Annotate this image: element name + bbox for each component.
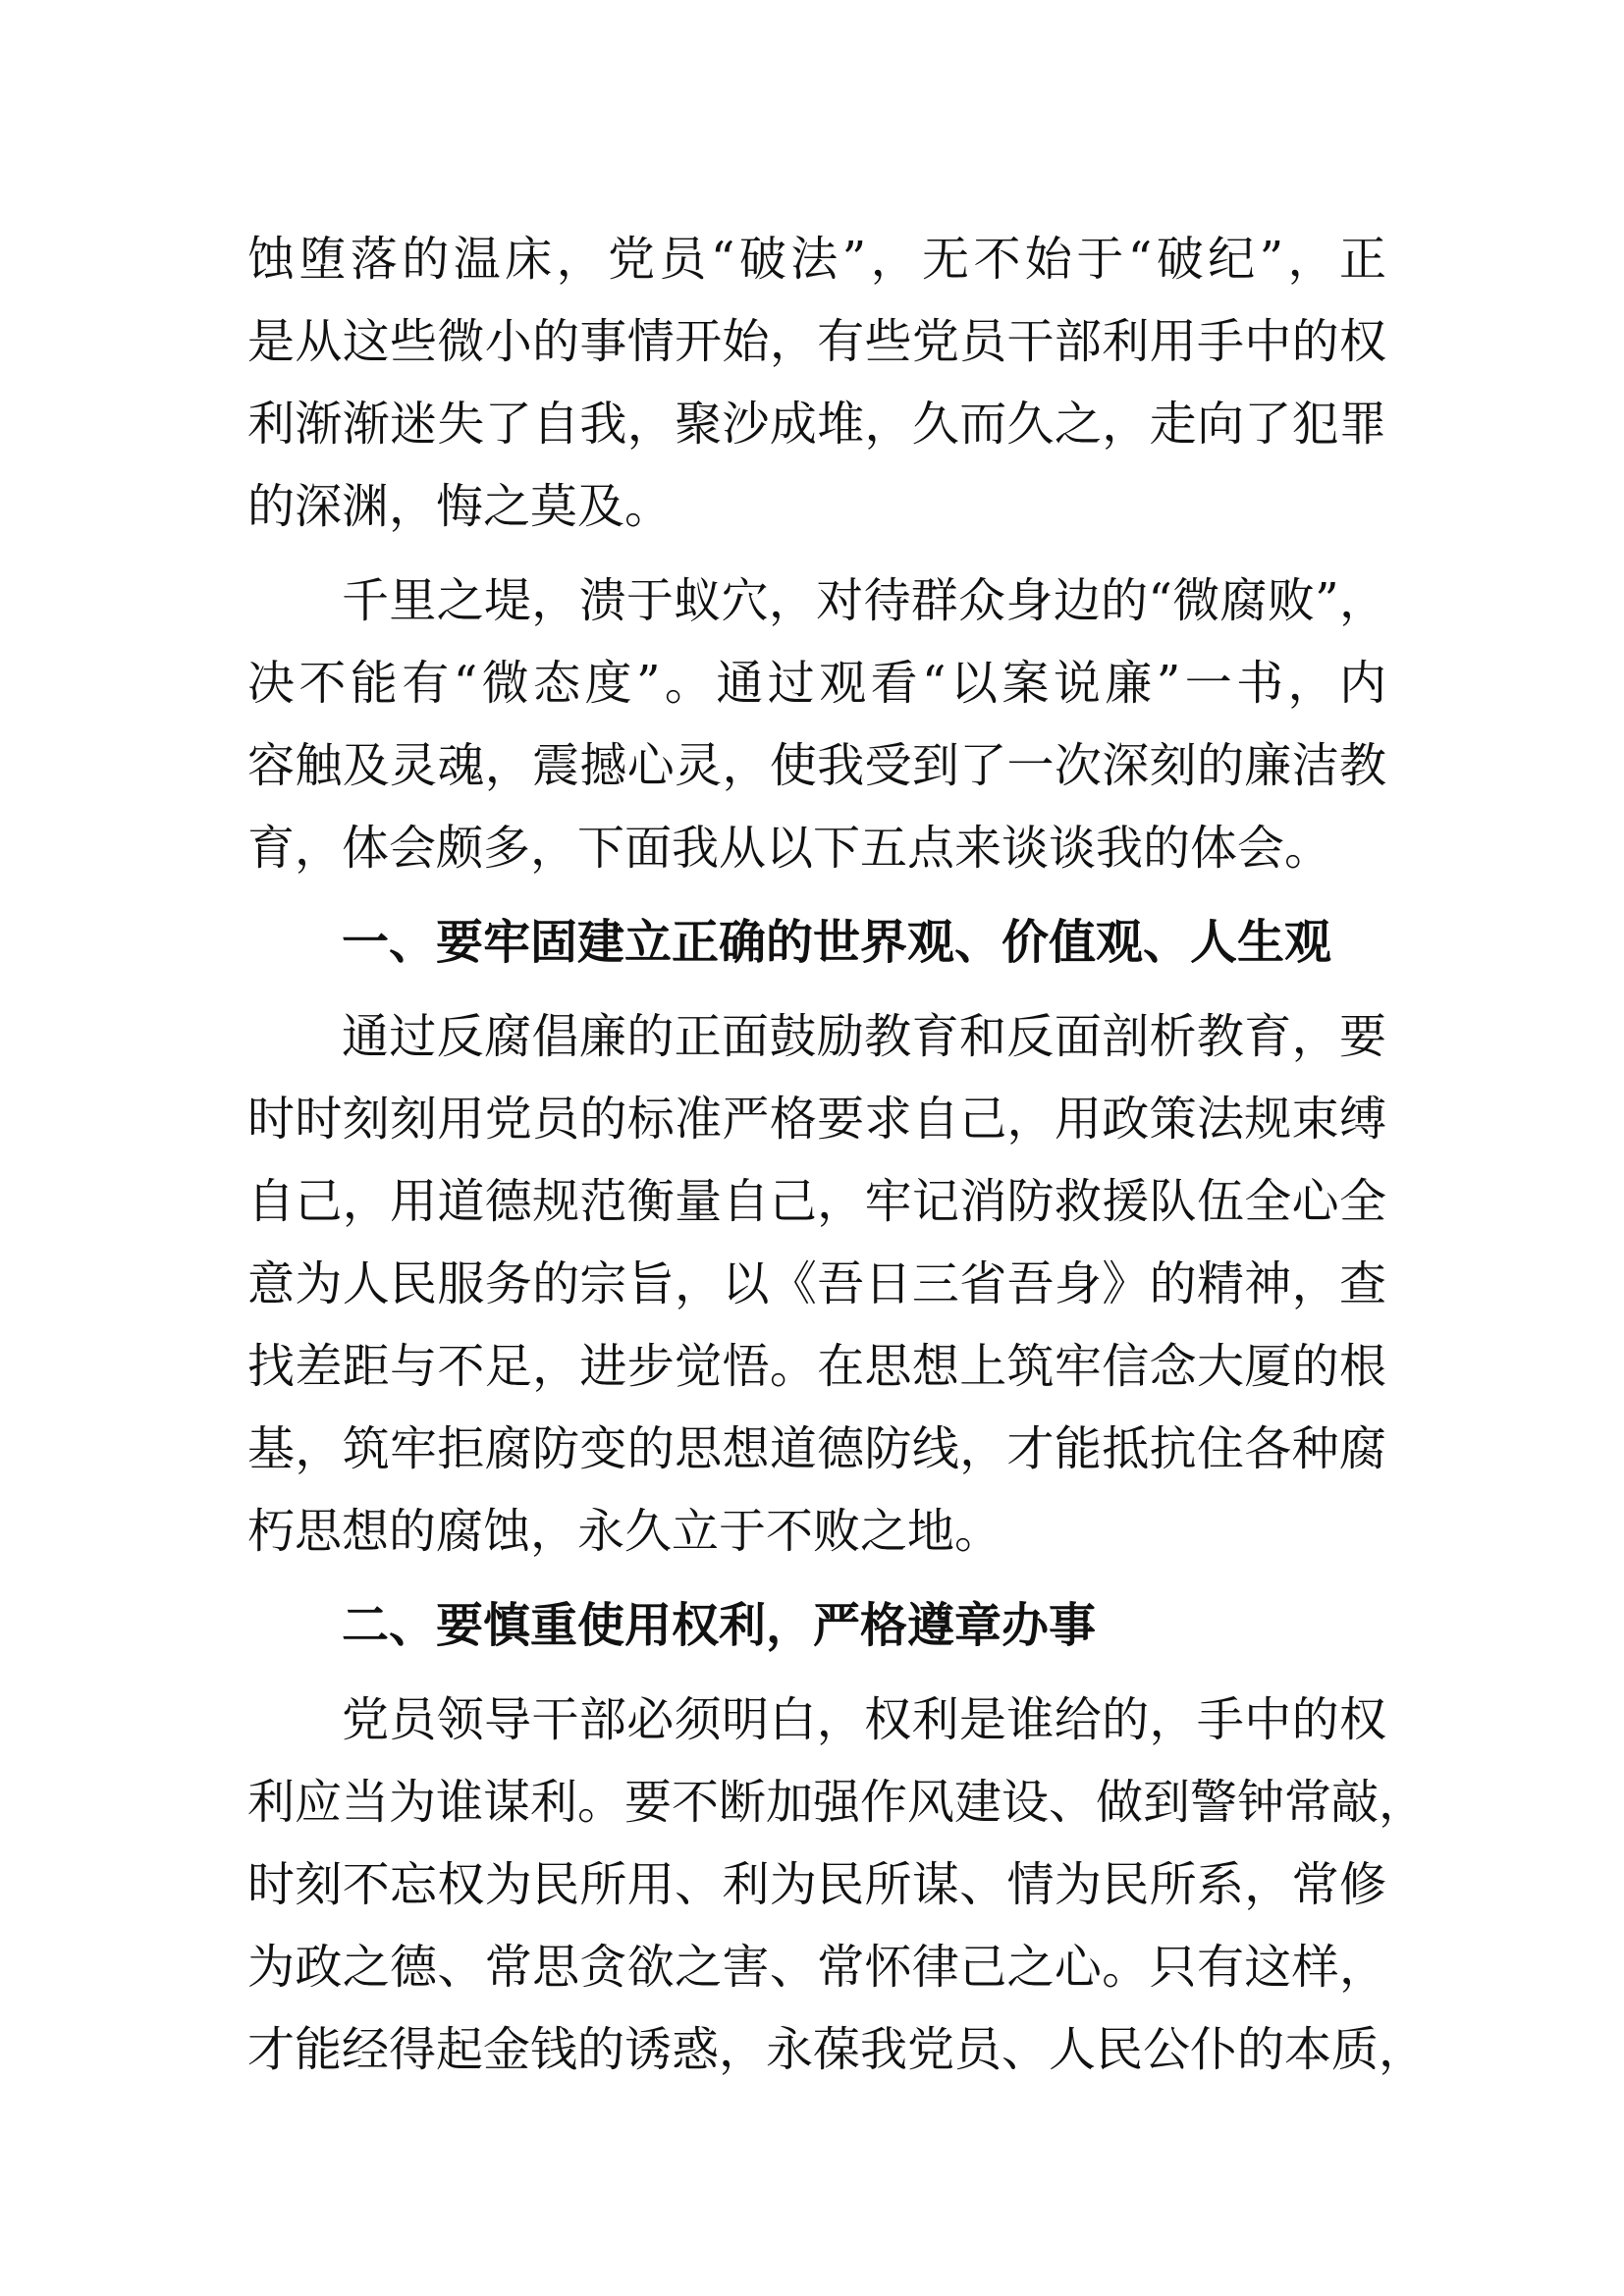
- paragraph-3-line-6: 基，筑牢拒腐防变的思想道德防线，才能抵抗住各种腐: [247, 1421, 1386, 1476]
- paragraph-4-line-4: 为政之德、常思贪欲之害、常怀律己之心。只有这样，: [247, 1940, 1386, 1995]
- paragraph-4-line-5: 才能经得起金钱的诱惑，永葆我党员、人民公仆的本质，: [247, 2022, 1427, 2077]
- paragraph-3-line-4: 意为人民服务的宗旨，以《吾日三省吾身》的精神，查: [247, 1256, 1386, 1311]
- paragraph-3-line-7: 朽思想的腐蚀，永久立于不败之地。: [247, 1504, 1002, 1559]
- paragraph-3-line-3: 自己，用道德规范衡量自己，牢记消防救援队伍全心全: [247, 1174, 1386, 1229]
- paragraph-1-line-2: 是从这些微小的事情开始，有些党员干部利用手中的权: [247, 314, 1386, 369]
- paragraph-2-line-1: 千里之堤，溃于蚁穴，对待群众身边的“微腐败”，: [342, 573, 1386, 628]
- paragraph-1-line-3: 利渐渐迷失了自我，聚沙成堆，久而久之，走向了犯罪: [247, 397, 1386, 452]
- paragraph-1-line-1: 蚀堕落的温床，党员“破法”，无不始于“破纪”，正: [247, 232, 1386, 287]
- paragraph-1-line-4: 的深渊，悔之莫及。: [247, 479, 673, 534]
- paragraph-4-line-3: 时刻不忘权为民所用、利为民所谋、情为民所系，常修: [247, 1857, 1386, 1912]
- section-heading-1: 一、要牢固建立正确的世界观、价值观、人生观: [342, 915, 1332, 970]
- paragraph-4-line-1: 党员领导干部必须明白，权利是谁给的，手中的权: [342, 1692, 1386, 1747]
- paragraph-2-line-4: 育，体会颇多，下面我从以下五点来谈谈我的体会。: [247, 821, 1332, 876]
- paragraph-3-line-5: 找差距与不足，进步觉悟。在思想上筑牢信念大厦的根: [247, 1339, 1386, 1394]
- paragraph-3-line-2: 时时刻刻用党员的标准严格要求自己，用政策法规束缚: [247, 1092, 1386, 1147]
- paragraph-3-line-1: 通过反腐倡廉的正面鼓励教育和反面剖析教育，要: [342, 1009, 1386, 1064]
- paragraph-4-line-2: 利应当为谁谋利。要不断加强作风建设、做到警钟常敲，: [247, 1775, 1427, 1830]
- paragraph-2-line-2: 决不能有“微态度”。通过观看“以案说廉”一书，内: [247, 656, 1386, 711]
- section-heading-2: 二、要慎重使用权利，严格遵章办事: [342, 1598, 1097, 1653]
- paragraph-2-line-3: 容触及灵魂，震撼心灵，使我受到了一次深刻的廉洁教: [247, 738, 1386, 793]
